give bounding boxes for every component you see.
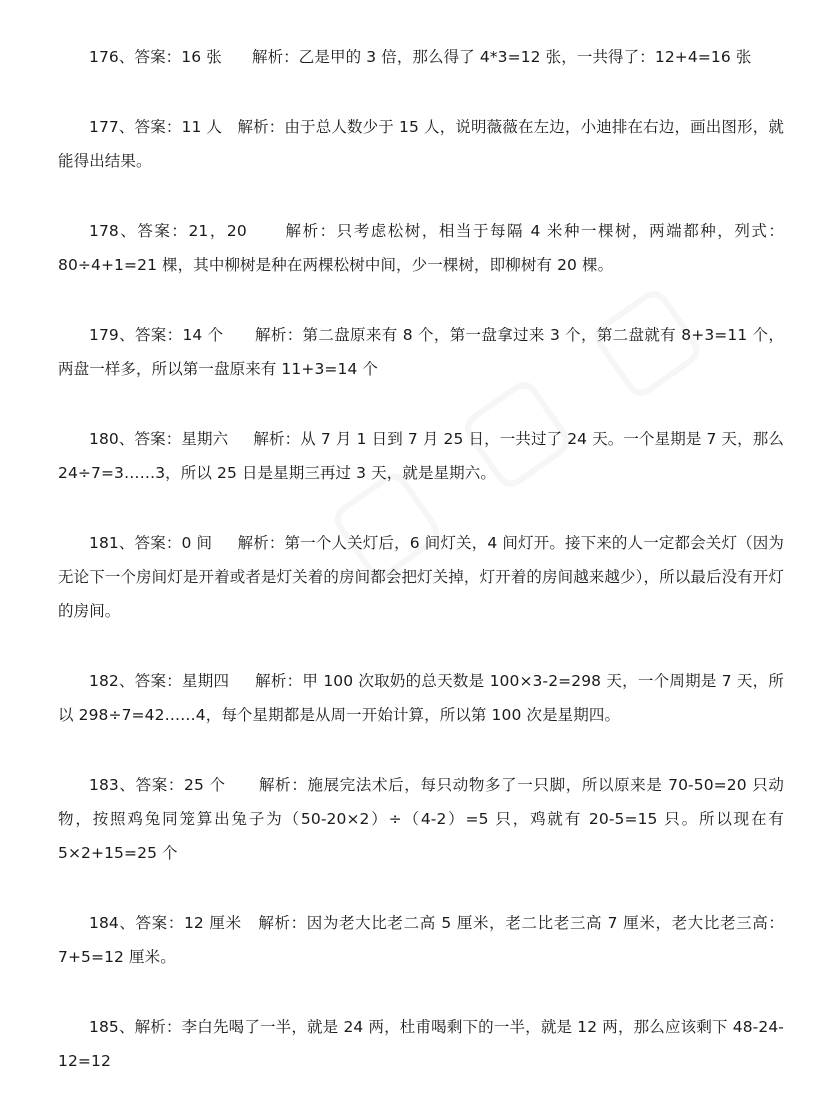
entry-text: 178、答案：21，20 解析：只考虑松树，相当于每隔 4 米种一棵树，两端都种，列式：80÷4+1=21 棵，其中柳树是种在两棵松树中间，少一棵树，即柳树有 20 棵。: [58, 222, 784, 274]
entry-text: 179、答案：14 个 解析：第二盘原来有 8 个，第一盘拿过来 3 个，第二盘就有 8+3=11 个，两盘一样多，所以第一盘原来有 11+3=14 个: [58, 326, 784, 378]
entry-text: 176、答案：16 张 解析：乙是甲的 3 倍，那么得了 4*3=12 张，一共得了：12+4=16 张: [89, 48, 752, 66]
entry-text: 185、解析：李白先喝了一半，就是 24 两，杜甫喝剩下的一半，就是 12 两，那么应该剩下 48-24-12=12: [58, 1018, 784, 1070]
answer-entry-176: [58, 40, 784, 74]
answer-entry-184: [58, 906, 784, 974]
answer-entry-182: [58, 664, 784, 732]
answer-entry-177: [58, 110, 784, 178]
document-page: [58, 40, 790, 1114]
entry-text: 182、答案：星期四 解析：甲 100 次取奶的总天数是 100×3-2=298 天，一个周期是 7 天，所以 298÷7=42……4，每个星期都是从周一开始计算，所以第 100 次是星期四。: [58, 672, 784, 724]
answer-entry-179: [58, 318, 784, 386]
entry-text: 177、答案：11 人 解析：由于总人数少于 15 人，说明薇薇在左边，小迪排在右边，画出图形，就能得出结果。: [58, 118, 784, 170]
answer-entry-183: [58, 768, 790, 870]
answer-entry-185: [58, 1010, 784, 1078]
answer-entry-181: [58, 526, 784, 628]
entry-text: 180、答案：星期六 解析：从 7 月 1 日到 7 月 25 日，一共过了 24 天。一个星期是 7 天，那么 24÷7=3……3，所以 25 日是星期三再过 3 天，就是星期六。: [58, 430, 790, 482]
entry-text: 184、答案：12 厘米 解析：因为老大比老二高 5 厘米，老二比老三高 7 厘米，老大比老三高：7+5=12 厘米。: [58, 914, 784, 966]
entry-text: 183、答案：25 个 解析：施展完法术后，每只动物多了一只脚，所以原来是 70-50=20 只动物，按照鸡兔同笼算出兔子为（50-20×2）÷（4-2）=5 只，鸡就有 20-5=15 只。所以现在有 5×2+15=25 个: [58, 776, 790, 862]
answer-entry-178: [58, 214, 784, 282]
answer-entry-180: [58, 422, 790, 490]
entry-text: 181、答案：0 间 解析：第一个人关灯后，6 间灯关，4 间灯开。接下来的人一定都会关灯（因为无论下一个房间灯是开着或者是灯关着的房间都会把灯关掉，灯开着的房间越来越少），所以最后没有开灯的房间。: [58, 534, 784, 620]
